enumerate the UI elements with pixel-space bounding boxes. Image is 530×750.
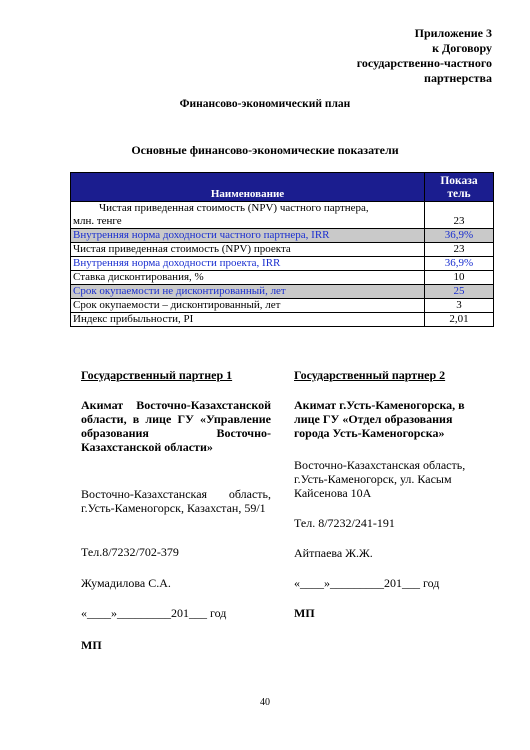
financial-indicators-table <box>70 172 494 327</box>
partner1-organization: Акимат Восточно-Казахстанской области, в лице ГУ «Управление образования Восточно-Казахстанской области» <box>81 398 271 454</box>
partner2-seal: МП <box>294 606 315 620</box>
row-name: Срок окупаемости – дисконтированный, лет <box>71 299 425 313</box>
row-value: 23 <box>425 202 494 229</box>
row-value: 23 <box>425 243 494 257</box>
annex-line: государственно-частного <box>356 56 492 70</box>
row-name-line: Чистая приведенная стоимость (NPV) частного партнера, <box>99 202 369 214</box>
table-row <box>71 202 494 229</box>
row-value: 2,01 <box>425 313 494 327</box>
partner1-seal: МП <box>81 638 102 652</box>
partner2-address: Восточно-Казахстанская область, г.Усть-Каменогорск, ул. Касым Кайсенова 10А <box>294 458 466 500</box>
partner1-heading: Государственный партнер 1 <box>81 368 233 382</box>
partner1-date-line: «____»_________201___ год <box>81 606 227 620</box>
partner2-block <box>294 368 479 382</box>
partner2-signatory: Айтпаева Ж.Ж. <box>294 546 373 560</box>
row-name: Внутренняя норма доходности проекта, IRR <box>71 257 425 271</box>
row-value: 3 <box>425 299 494 313</box>
annex-header <box>292 26 492 86</box>
table-title: Основные финансово-экономические показатели <box>131 143 399 157</box>
row-name: Ставка дисконтирования, % <box>71 271 425 285</box>
table-row <box>71 229 494 243</box>
row-name-line: млн. тенге <box>73 215 122 227</box>
row-name: Индекс прибыльности, PI <box>71 313 425 327</box>
partner2-heading: Государственный партнер 2 <box>294 368 446 382</box>
partner1-phone: Тел.8/7232/702-379 <box>81 545 179 559</box>
partner1-block <box>81 368 271 382</box>
row-name: Срок окупаемости не дисконтированный, лет <box>71 285 425 299</box>
plan-title: Финансово-экономический план <box>179 98 351 110</box>
partner2-phone: Тел. 8/7232/241-191 <box>294 516 395 530</box>
annex-line: Приложение 3 <box>414 26 492 40</box>
annex-line: партнерства <box>424 71 492 85</box>
column-header-value <box>425 173 494 202</box>
table-row <box>71 313 494 327</box>
partner1-address: Восточно-Казахстанская область, г.Усть-Каменогорск, Казахстан, 59/1 <box>81 487 271 515</box>
row-value: 10 <box>425 271 494 285</box>
table-row <box>71 257 494 271</box>
partner2-organization: Акимат г.Усть-Каменогорска, в лице ГУ «Отдел образования города Усть-Каменогорска» <box>294 398 465 440</box>
row-name <box>71 202 425 229</box>
column-header-name: Наименование <box>71 173 425 202</box>
row-name: Внутренняя норма доходности частного партнера, IRR <box>71 229 425 243</box>
partner1-signatory: Жумадилова С.А. <box>81 576 171 590</box>
row-value: 36,9% <box>425 257 494 271</box>
column-header-value-line: Показа <box>440 175 478 187</box>
annex-line: к Договору <box>432 41 492 55</box>
row-name: Чистая приведенная стоимость (NPV) проекта <box>71 243 425 257</box>
row-value: 25 <box>425 285 494 299</box>
row-value: 36,9% <box>425 229 494 243</box>
column-header-value-line: тель <box>447 188 471 200</box>
table-row <box>71 243 494 257</box>
page-number: 40 <box>260 697 270 708</box>
table-row <box>71 285 494 299</box>
table-header-row <box>71 173 494 202</box>
partner2-date-line: «____»_________201___ год <box>294 576 440 590</box>
table-row <box>71 299 494 313</box>
table-row <box>71 271 494 285</box>
